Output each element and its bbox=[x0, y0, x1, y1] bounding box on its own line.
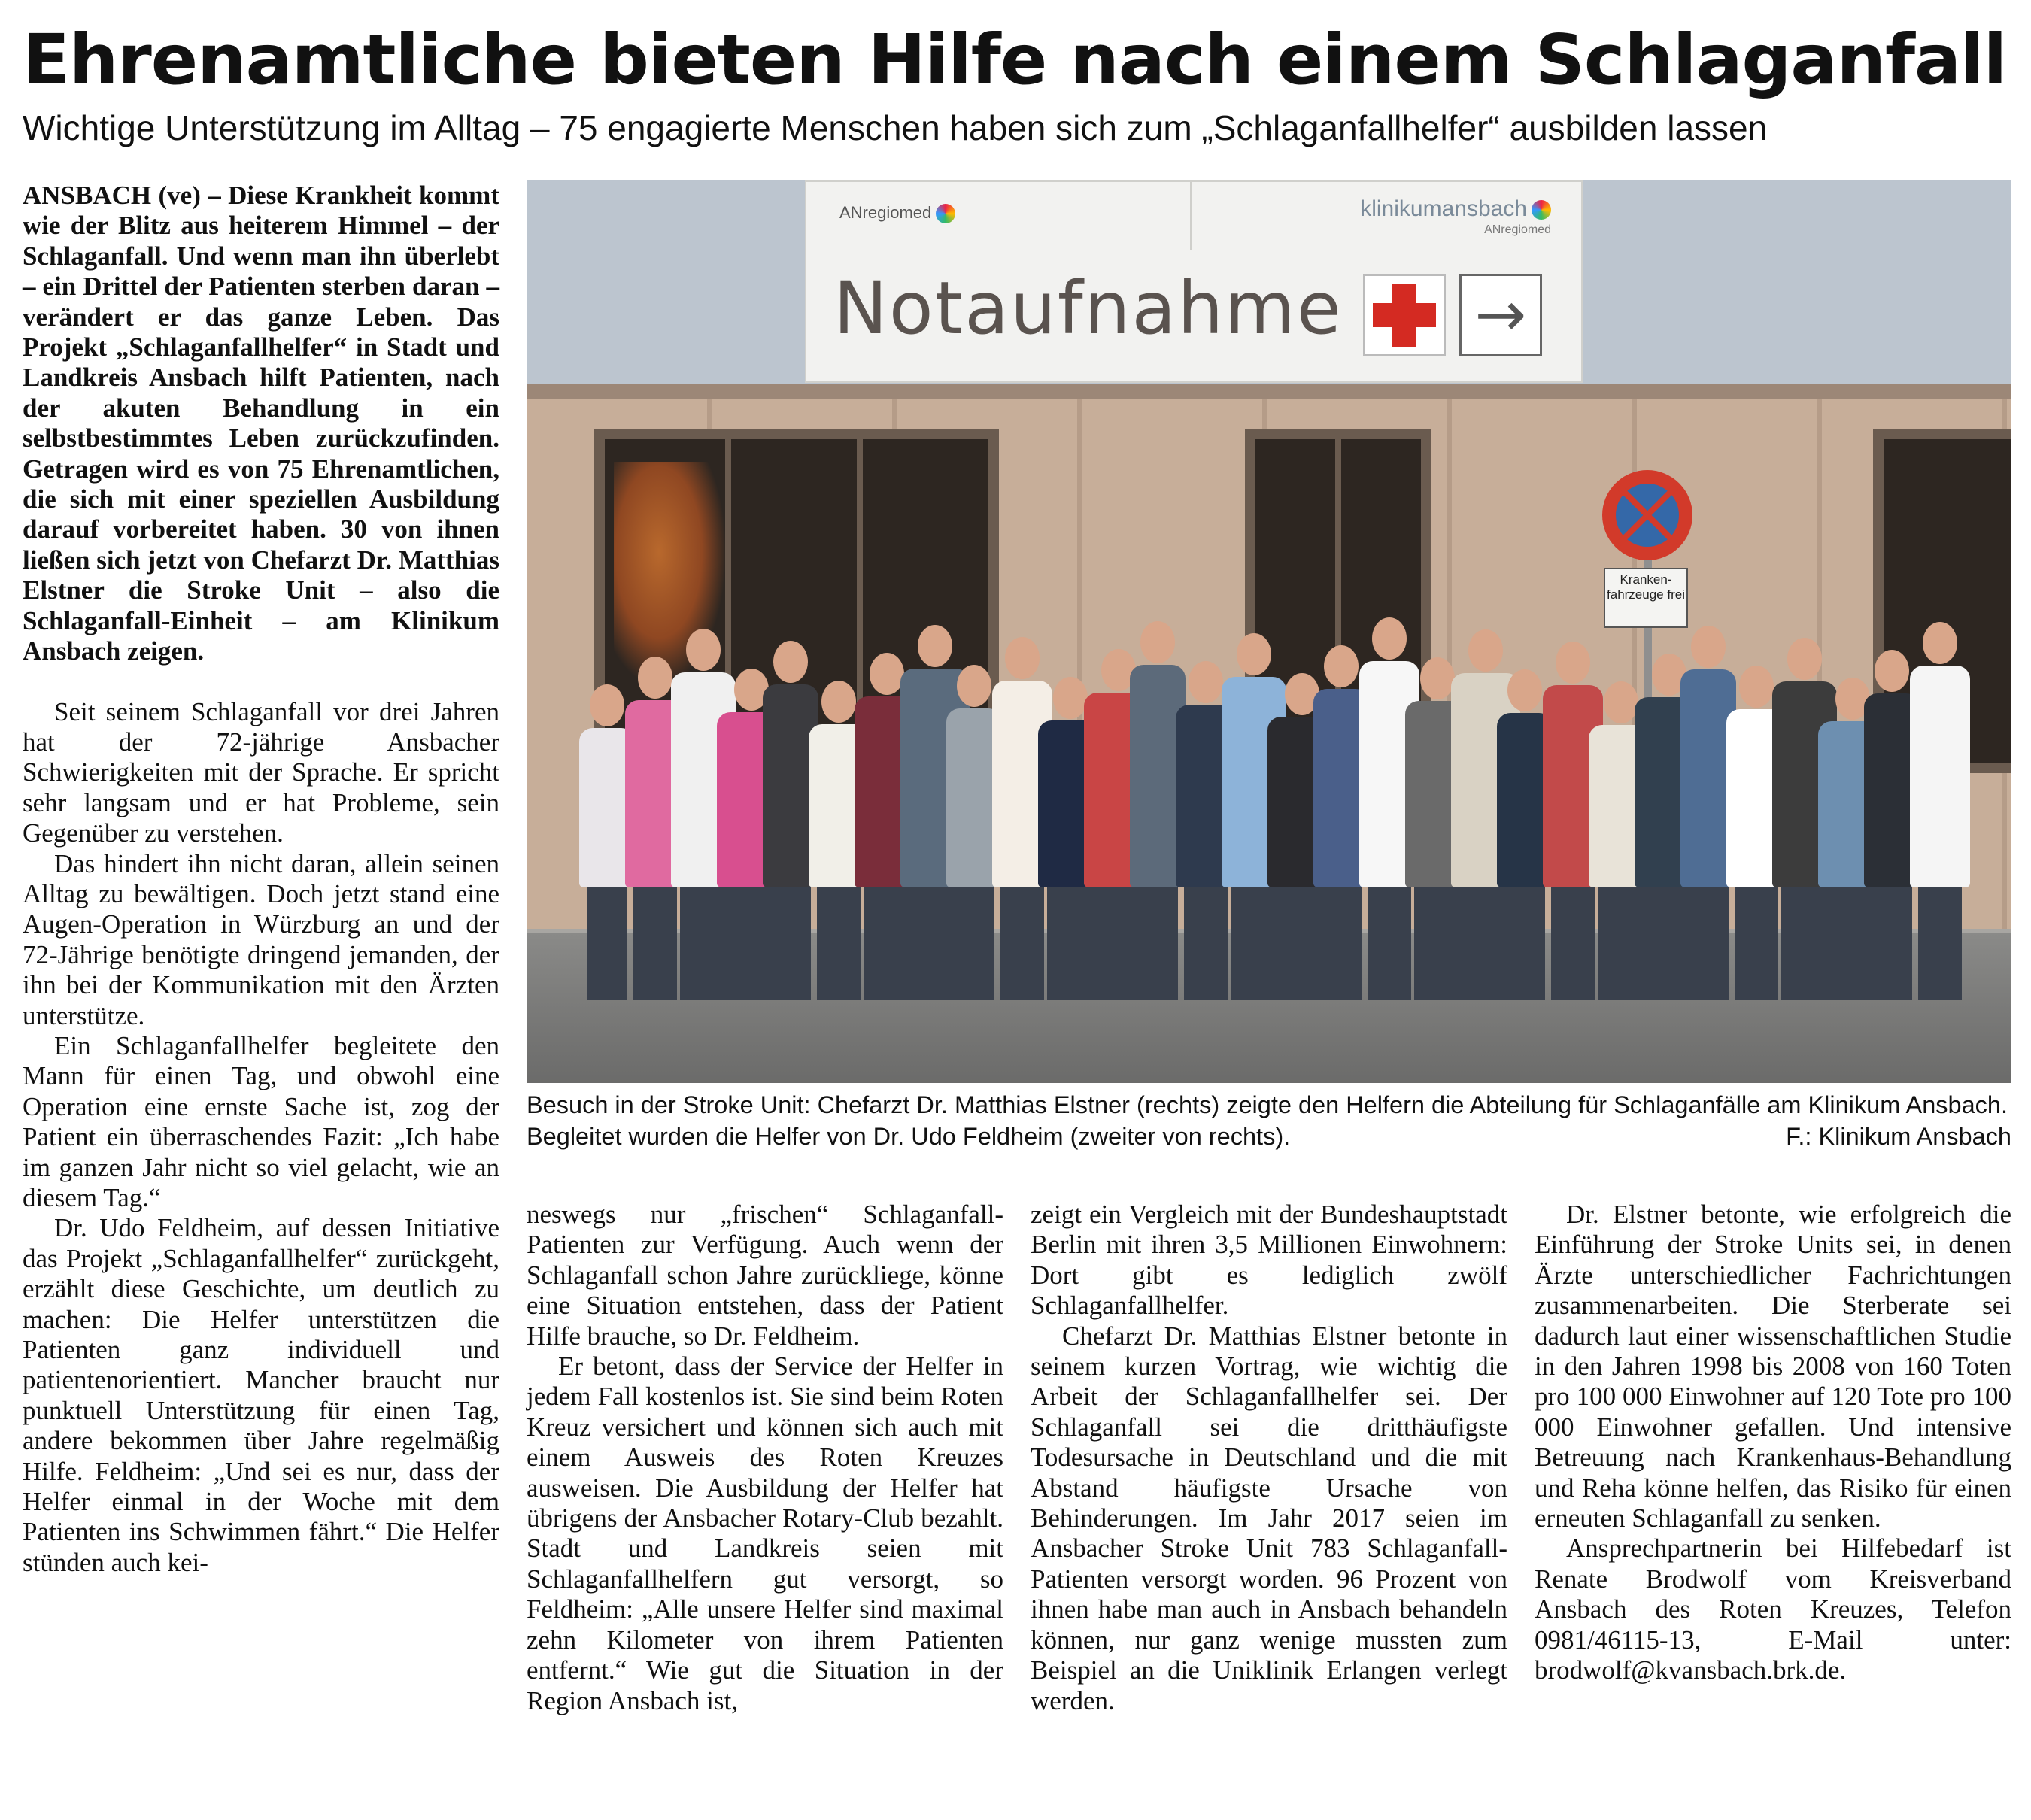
person-head bbox=[1189, 661, 1223, 703]
group-photo bbox=[527, 180, 2011, 1083]
photo-credit: F.: Klinikum Ansbach bbox=[1786, 1123, 2011, 1150]
person-head bbox=[870, 653, 904, 695]
person-head bbox=[1691, 626, 1726, 668]
klinikum-ansbach-logo: klinikumansbach ANregiomed bbox=[1360, 196, 1551, 237]
person-legs bbox=[1137, 872, 1177, 1000]
photo-caption: Besuch in der Stroke Unit: Chefarzt Dr. Matthias Elstner (rechts) zeigte den Helfern die Abteilung für Schlaganfälle am Klinikum Ansbach. Begleitet wurden die Helfer von Dr. Udo Feldheim (zweiter von rechts). bbox=[527, 1091, 2008, 1150]
person-head bbox=[1237, 633, 1271, 675]
sign-text: Notaufnahme bbox=[833, 266, 1343, 350]
person-legs bbox=[954, 872, 994, 1000]
group-of-people bbox=[527, 602, 2011, 1000]
article-lead: ANSBACH (ve) – Diese Krankheit kommt wie der Blitz aus heiterem Himmel – der Schlaganfall. Und wenn man ihn überlebt – ein Drittel der Patienten sterben daran – verändert er das ganze Leben. Das Projekt „Schlaganfallhelfer“ in Stadt und Landkreis Ansbach hilft Patienten, nach der akuten Behandlung in ein selbstbestimmtes Leben zurückzufinden. Getragen wird es von 75 Ehrenamtlichen, die sich mit einer speziellen Ausbildung darauf vorbereitet haben. 30 von ihnen ließen sich jetzt von Chefarzt Dr. Matthias Elstner die Stroke Unit – also die Schlaganfall-Einheit – am Klinikum Ansbach zeigen. bbox=[23, 180, 499, 666]
article-paragraph: Dr. Elstner betonte, wie erfolgreich die Einführung der Stroke Units sei, in denen Ärzte unterschiedlicher Fachrichtungen zusammenarbeiten. Die Sterberate sei dadurch laut einer wissenschaftlichen Studie in den Jahren 1998 bis 2008 von 160 Toten pro 100 000 Einwohner auf 120 Tote pro 100 000 Einwohner gefallen. Und intensive Betreuung nach Krankenhaus-Behandlung und Reha könne helfen, das Risiko für einen erneuten Schlaganfall zu senken. bbox=[1535, 1200, 2011, 1533]
person-head bbox=[773, 641, 808, 683]
person-head bbox=[1923, 622, 1957, 664]
article-paragraph: Seit seinem Schlaganfall vor drei Jahren hat der 72-jährige Ansbacher Schwierigkeiten mit der Sprache. Er spricht sehr langsam und er hat Probleme, sein Gegenüber zu verstehen. bbox=[23, 696, 499, 848]
person-legs bbox=[1872, 872, 1911, 1000]
anregiomed-logo: ANregiomed bbox=[839, 203, 955, 223]
person-head bbox=[1556, 642, 1590, 684]
facade-band bbox=[527, 384, 2011, 399]
person-head bbox=[590, 684, 624, 726]
klinikum-logo-icon bbox=[1532, 200, 1551, 220]
person-head bbox=[1787, 638, 1822, 680]
person-legs bbox=[1688, 872, 1728, 1000]
red-cross-icon bbox=[1363, 274, 1446, 356]
person-head bbox=[638, 657, 672, 699]
article-paragraph: Ein Schlaganfallhelfer begleitete den Mann für einen Tag, und obwohl eine Operation eine ernste Sache ist, zog der Patient ein überraschendes Fazit: „Ich habe im ganzen Jahr nicht so viel gelacht, wie an diesem Tag.“ bbox=[23, 1030, 499, 1212]
person-legs bbox=[770, 872, 810, 1000]
person-head bbox=[1372, 617, 1407, 660]
person-head bbox=[1604, 681, 1638, 723]
person-head bbox=[686, 629, 721, 671]
emergency-sign bbox=[805, 180, 1583, 383]
arrow-right-icon: → bbox=[1459, 274, 1542, 356]
article-column-2 bbox=[527, 1200, 1003, 1716]
person-legs bbox=[1321, 872, 1361, 1000]
article-paragraph: Chefarzt Dr. Matthias Elstner betonte in seinem kurzen Vortrag, wie wichtig die Arbeit der Schlaganfallhelfer sei. Der Schlaganfall sei die dritthäufigste Todesursache in Deutschland und die mit Abstand häufigste Ursache von Behinderungen. Im Jahr 2017 seien im Ansbacher Stroke Unit 783 Schlaganfall-Patienten versorgt worden. 96 Prozent von ihnen habe man auch in Ansbach behandeln können, nur ganz wenige mussten zum Beispiel an die Uniklinik Erlangen verlegt werden. bbox=[1031, 1321, 1507, 1715]
article-column-4 bbox=[1535, 1200, 2011, 1686]
article-column-1 bbox=[23, 180, 499, 1578]
person-head bbox=[1875, 650, 1909, 692]
person-legs bbox=[1918, 872, 1962, 1000]
person-body bbox=[1910, 666, 1970, 887]
article-paragraph: Dr. Udo Feldheim, auf dessen Initiative das Projekt „Schlaganfallhelfer“ zurückgeht, erzählt diese Geschichte, um deutlich zu machen: Die Helfer unterstützen die Patienten ganz individuell und patientenorientiert. Mancher braucht nur punktuell Unterstützung für einen Tag, andere bekommen über Jahre regelmäßig Hilfe. Feldheim: „Und sei es nur, dass der Helfer einmal in der Woche mit dem Patienten ins Schwimmen fährt.“ Die Helfer stünden auch kei- bbox=[23, 1213, 499, 1577]
article-paragraph: Das hindert ihn nicht daran, allein seinen Alltag zu bewältigen. Doch jetzt stand eine Augen-Operation in Würzburg an und der 72-Jährige benötigte dringend jemanden, der ihn bei der Kommunikation mit den Ärzten unterstütze. bbox=[23, 848, 499, 1030]
person-head bbox=[821, 681, 856, 723]
person-head bbox=[1739, 666, 1774, 708]
person-head bbox=[1507, 669, 1542, 711]
person-head bbox=[1324, 645, 1359, 687]
headline: Ehrenamtliche bieten Hilfe nach einem Schlaganfall bbox=[23, 20, 2007, 100]
article-column-3 bbox=[1031, 1200, 1507, 1716]
no-parking-sign-icon bbox=[1602, 470, 1692, 560]
person-legs bbox=[587, 872, 627, 1000]
person-head bbox=[1468, 629, 1503, 672]
ambulance-plate: Kranken-fahrzeuge frei bbox=[1604, 568, 1688, 628]
person-head bbox=[918, 625, 952, 667]
person-legs bbox=[1504, 872, 1544, 1000]
sign-divider bbox=[1190, 182, 1192, 250]
person-head bbox=[1140, 621, 1175, 663]
article-paragraph: zeigt ein Vergleich mit der Bundeshauptstadt Berlin mit ihren 3,5 Millionen Einwohnern: Dort gibt es lediglich zwölf Schlaganfallhelfer. bbox=[1031, 1200, 1507, 1321]
anregiomed-logo-icon bbox=[936, 204, 955, 223]
person-head bbox=[957, 665, 991, 707]
person-figure bbox=[1910, 622, 1970, 1000]
person-head bbox=[1005, 637, 1040, 679]
person-head bbox=[1420, 657, 1455, 699]
subheadline: Wichtige Unterstützung im Alltag – 75 engagierte Menschen haben sich zum „Schlaganfallhelfer“ ausbilden lassen bbox=[23, 108, 1768, 147]
person-head bbox=[1053, 677, 1088, 719]
article-paragraph: Er betont, dass der Service der Helfer in jedem Fall kostenlos ist. Sie sind beim Roten Kreuz versichert und können sich auch mit einem Ausweis des Roten Kreuzes ausweisen. Die Ausbildung der Helfer hat übrigens der Ansbacher Rotary-Club bezahlt. Stadt und Landkreis seien mit Schlaganfallhelfern gut versorgt, so Feldheim: „Alle unsere Helfer sind maximal zehn Kilometer von ihrem Patienten entfernt.“ Wie gut die Situation in der Region Ansbach ist, bbox=[527, 1351, 1003, 1715]
article-paragraph: Ansprechpartnerin bei Hilfebedarf ist Renate Brodwolf vom Kreisverband Ansbach des Roten Kreuzes, Telefon 0981/46115-13, E-Mail unter: brodwolf@kvansbach.brk.de. bbox=[1535, 1533, 2011, 1685]
article-paragraph: neswegs nur „frischen“ Schlaganfall-Patienten zur Verfügung. Auch wenn der Schlaganfall schon Jahre zurückliege, könne eine Situation entstehen, dass der Patient Hilfe brauche, so Dr. Feldheim. bbox=[527, 1200, 1003, 1351]
